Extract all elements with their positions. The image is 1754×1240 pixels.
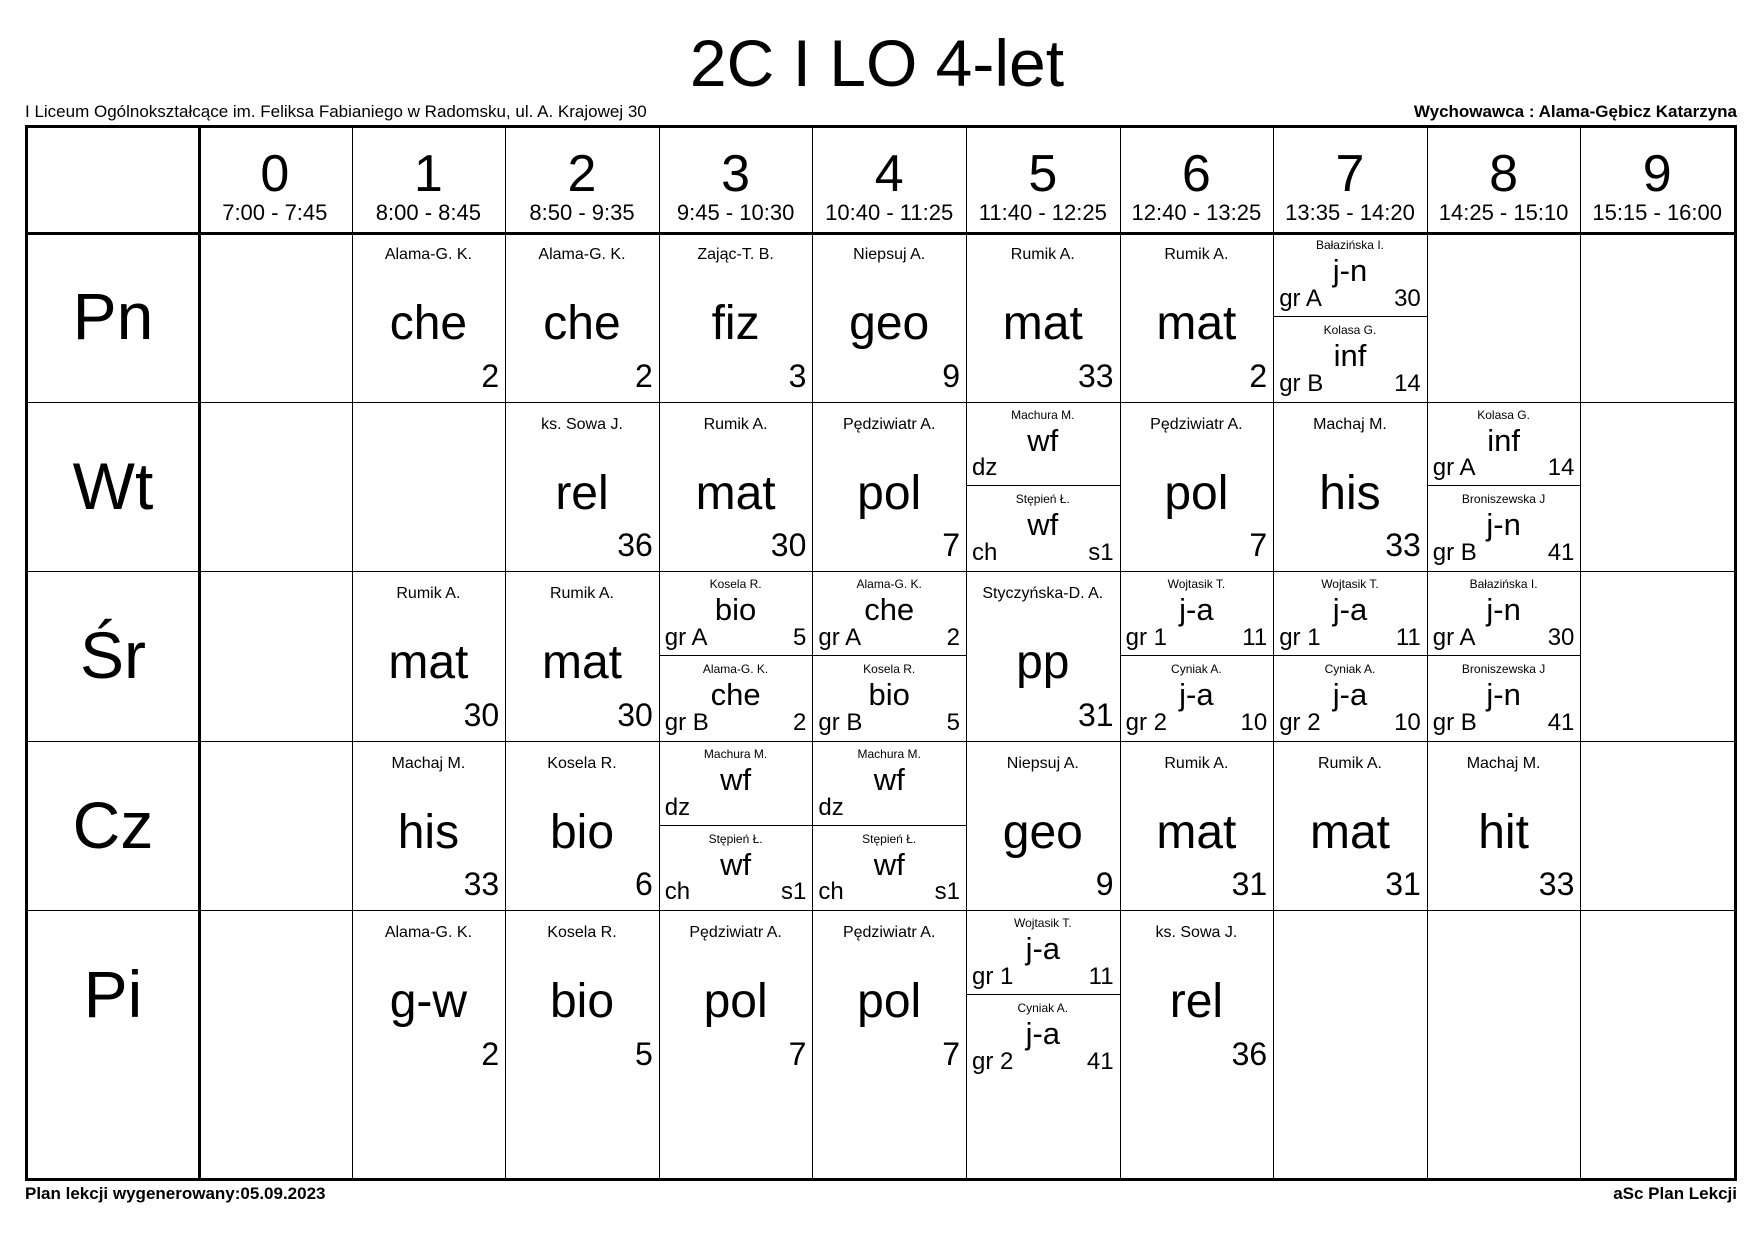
lesson-cell[interactable]	[1120, 232, 1274, 402]
lesson-teacher: Niepsuj A.	[853, 246, 926, 263]
lesson-room: 7	[942, 1035, 960, 1072]
lesson-teacher: Bałazińska I.	[1469, 577, 1538, 592]
lesson-group: dz	[818, 793, 844, 821]
day-label: Wt	[72, 448, 154, 523]
day-label: Pn	[72, 279, 154, 353]
lesson-room: s1	[1088, 539, 1114, 567]
lesson-teacher: Pędziwiatr A.	[689, 924, 782, 942]
lesson-group: dz	[972, 454, 998, 482]
timetable-grid	[25, 125, 1737, 1181]
lesson-group: gr 2	[972, 1047, 1014, 1075]
lesson-teacher: Kosela R.	[547, 754, 617, 772]
lesson-cell-group[interactable]	[1273, 571, 1427, 656]
lesson-room: 9	[1095, 866, 1114, 903]
lesson-room: 5	[793, 623, 807, 651]
lesson-teacher: Stępień Ł.	[862, 831, 917, 846]
lesson-cell[interactable]	[1120, 741, 1274, 911]
lesson-room: 30	[1547, 623, 1575, 651]
lesson-room: 31	[1385, 866, 1421, 903]
lesson-subject: his	[397, 805, 460, 859]
lesson-group: gr 1	[972, 963, 1014, 991]
lesson-cell[interactable]	[966, 571, 1120, 741]
lesson-group: gr B	[1279, 369, 1324, 397]
lesson-cell[interactable]	[352, 741, 506, 911]
lesson-cell[interactable]	[659, 910, 813, 1080]
lesson-room: 30	[617, 696, 653, 733]
lesson-subject: wf	[720, 761, 752, 797]
lesson-subject: j-n	[1332, 253, 1368, 288]
period-number: 4	[874, 145, 904, 203]
lesson-room: 31	[1231, 866, 1268, 903]
period-header	[505, 128, 659, 232]
lesson-subject: j-a	[1179, 677, 1214, 712]
period-number: 5	[1028, 145, 1058, 203]
lesson-subject: hit	[1478, 805, 1529, 859]
app-name: aSc Plan Lekcji	[1613, 1184, 1737, 1203]
lesson-group: gr A	[1432, 454, 1476, 482]
lesson-room: 5	[946, 708, 960, 736]
period-header	[1427, 128, 1581, 232]
lesson-room: 14	[1547, 454, 1575, 482]
lesson-teacher: Niepsuj A.	[1006, 754, 1079, 772]
lesson-group: gr A	[818, 623, 862, 651]
period-number: 2	[567, 145, 597, 203]
lesson-subject: mat	[1002, 297, 1083, 350]
lesson-teacher: Rumik A.	[396, 585, 461, 603]
day-label: Pi	[83, 957, 143, 1032]
lesson-teacher: ks. Sowa J.	[541, 415, 623, 433]
lesson-subject: g-w	[389, 975, 468, 1029]
period-time: 10:40 - 11:25	[825, 200, 954, 225]
lesson-subject: rel	[555, 466, 609, 520]
lesson-teacher: Kosela R.	[547, 924, 617, 942]
lesson-cell-group[interactable]	[1273, 317, 1427, 402]
lesson-group: ch	[664, 878, 691, 906]
lesson-teacher: ks. Sowa J.	[1155, 924, 1238, 942]
lesson-subject: j-a	[1332, 592, 1368, 628]
lesson-cell-group[interactable]	[812, 571, 966, 656]
lesson-cell[interactable]	[659, 402, 813, 572]
lesson-cell[interactable]	[1273, 402, 1427, 572]
lesson-subject: wf	[1027, 422, 1059, 458]
lesson-cell-group[interactable]	[659, 741, 813, 826]
lesson-subject: inf	[1487, 422, 1520, 458]
lesson-teacher: Machura M.	[857, 746, 921, 761]
lesson-teacher: Alama-G. K.	[384, 246, 472, 263]
period-number: 9	[1642, 145, 1672, 203]
lesson-teacher: Rumik A.	[703, 415, 768, 433]
lesson-room: 41	[1086, 1047, 1114, 1075]
lesson-cell[interactable]	[659, 232, 813, 402]
period-header	[352, 128, 506, 232]
generated-date: Plan lekcji wygenerowany:05.09.2023	[25, 1184, 326, 1203]
lesson-teacher: Pędziwiatr A.	[842, 415, 936, 433]
class-teacher: Wychowawca : Alama-Gębicz Katarzyna	[1413, 102, 1737, 121]
lesson-teacher: Machaj M.	[1313, 415, 1387, 433]
page-title: 2C I LO 4-let	[689, 26, 1065, 100]
lesson-room: 33	[1385, 527, 1421, 564]
lesson-subject: bio	[549, 805, 615, 859]
lesson-cell[interactable]	[1120, 910, 1274, 1080]
lesson-cell[interactable]	[966, 741, 1120, 911]
lesson-cell-group[interactable]	[1120, 571, 1274, 656]
lesson-teacher: Alama-G. K.	[384, 924, 472, 942]
lesson-teacher: Rumik A.	[1164, 754, 1229, 772]
lesson-teacher: Cyniak A.	[1171, 662, 1222, 676]
lesson-cell[interactable]	[812, 402, 966, 572]
period-time: 15:15 - 16:00	[1592, 200, 1723, 225]
lesson-teacher: Zając-T. B.	[697, 246, 774, 263]
lesson-room: 7	[942, 527, 960, 564]
lesson-group: gr A	[1432, 623, 1476, 651]
lesson-group: gr A	[1279, 284, 1322, 312]
lesson-room: 30	[770, 527, 807, 564]
lesson-teacher: Machaj M.	[1466, 754, 1541, 772]
lesson-room: 10	[1240, 708, 1268, 736]
lesson-room: 33	[1538, 866, 1575, 903]
lesson-room: 33	[463, 866, 500, 903]
period-time: 12:40 - 13:25	[1131, 200, 1262, 225]
lesson-room: 11	[1242, 623, 1268, 651]
day-label: Cz	[72, 787, 154, 862]
lesson-room: 30	[463, 696, 500, 733]
lesson-subject: j-a	[1025, 1016, 1061, 1052]
lesson-subject: j-a	[1025, 931, 1061, 967]
lesson-room: 7	[788, 1035, 807, 1072]
lesson-subject: mat	[541, 636, 622, 690]
lesson-cell-group[interactable]	[1427, 571, 1581, 656]
period-header	[812, 128, 966, 232]
lesson-subject: j-a	[1179, 592, 1214, 628]
lesson-teacher: Rumik A.	[1317, 754, 1382, 772]
period-header	[198, 128, 352, 232]
lesson-subject: j-n	[1486, 507, 1521, 543]
lesson-teacher: Pędziwiatr A.	[1150, 415, 1243, 433]
lesson-teacher: Broniszewska J	[1461, 662, 1546, 676]
lesson-teacher: Kosela R.	[863, 662, 916, 676]
lesson-teacher: Pędziwiatr A.	[842, 924, 936, 942]
lesson-subject: j-n	[1486, 592, 1521, 628]
lesson-subject: pp	[1016, 636, 1070, 690]
lesson-room: 3	[788, 357, 807, 394]
lesson-room: 10	[1394, 708, 1421, 736]
lesson-subject: his	[1319, 466, 1381, 520]
lesson-room: 2	[481, 1035, 500, 1072]
lesson-subject: bio	[868, 677, 910, 712]
lesson-subject: wf	[873, 846, 905, 882]
lesson-subject: inf	[1333, 337, 1367, 373]
lesson-cell-group[interactable]	[812, 656, 966, 741]
lesson-group: ch	[818, 878, 844, 906]
lesson-teacher: Rumik A.	[549, 585, 614, 603]
lesson-cell[interactable]	[352, 232, 506, 402]
lesson-subject: wf	[873, 761, 905, 797]
lesson-cell-group[interactable]	[1427, 402, 1581, 487]
lesson-group: dz	[664, 793, 691, 821]
period-number: 6	[1181, 145, 1211, 203]
period-header	[659, 128, 813, 232]
lesson-subject: fiz	[711, 297, 760, 350]
period-number: 7	[1335, 145, 1365, 203]
day-label: Śr	[80, 618, 146, 693]
lesson-room: 2	[481, 357, 500, 394]
lesson-teacher: Machaj M.	[391, 754, 466, 772]
lesson-subject: rel	[1169, 975, 1224, 1029]
lesson-subject: geo	[849, 297, 930, 350]
lesson-room: 30	[1394, 284, 1421, 312]
lesson-cell[interactable]	[1427, 741, 1581, 911]
lesson-room: 9	[942, 357, 960, 394]
lesson-room: 11	[1088, 963, 1114, 991]
lesson-cell-group[interactable]	[966, 995, 1120, 1080]
lesson-group: gr B	[664, 708, 709, 736]
lesson-teacher: Stępień Ł.	[708, 831, 763, 846]
lesson-room: 41	[1547, 539, 1575, 567]
lesson-subject: j-a	[1332, 677, 1368, 712]
period-header	[1580, 128, 1734, 232]
lesson-teacher: Alama-G. K.	[702, 662, 769, 676]
lesson-group: gr 2	[1279, 708, 1321, 736]
lesson-room: 2	[793, 708, 807, 736]
lesson-cell[interactable]	[812, 910, 966, 1080]
lesson-cell-group[interactable]	[1273, 656, 1427, 741]
lesson-teacher: Bałazińska I.	[1315, 238, 1384, 252]
lesson-cell-group[interactable]	[1120, 656, 1274, 741]
lesson-cell[interactable]	[352, 571, 506, 741]
lesson-teacher: Cyniak A.	[1324, 662, 1376, 676]
lesson-subject: wf	[720, 846, 752, 882]
lesson-teacher: Kosela R.	[709, 577, 762, 592]
lesson-group: gr B	[818, 708, 863, 736]
column-divider	[1580, 128, 1581, 1178]
lesson-room: s1	[781, 878, 807, 906]
lesson-subject: bio	[714, 592, 757, 628]
lesson-room: s1	[934, 878, 960, 906]
lesson-group: gr 1	[1279, 623, 1321, 651]
lesson-group: gr A	[664, 623, 708, 651]
column-divider	[198, 128, 201, 1178]
lesson-teacher: Alama-G. K.	[538, 246, 626, 263]
lesson-group: gr B	[1432, 708, 1477, 736]
lesson-room: 5	[634, 1035, 653, 1072]
lesson-teacher: Kolasa G.	[1477, 407, 1530, 422]
lesson-cell-group[interactable]	[659, 571, 813, 656]
school-name: I Liceum Ogólnokształcące im. Feliksa Fabianiego w Radomsku, ul. A. Krajowej 30	[25, 102, 647, 121]
period-time: 8:50 - 9:35	[529, 200, 635, 225]
lesson-teacher: Cyniak A.	[1017, 1001, 1069, 1016]
lesson-room: 36	[617, 527, 653, 564]
lesson-subject: mat	[1156, 805, 1237, 859]
lesson-teacher: Styczyńska-D. A.	[982, 585, 1104, 603]
lesson-cell-group[interactable]	[1273, 232, 1427, 317]
lesson-teacher: Broniszewska J	[1461, 492, 1546, 507]
lesson-cell[interactable]	[1120, 402, 1274, 572]
lesson-cell-group[interactable]	[812, 826, 966, 911]
lesson-cell[interactable]	[1273, 741, 1427, 911]
lesson-subject: j-n	[1486, 677, 1521, 712]
period-header	[1273, 128, 1427, 232]
lesson-subject: pol	[857, 466, 922, 520]
lesson-room: 11	[1395, 623, 1421, 651]
lesson-room: 2	[1249, 357, 1268, 394]
lesson-subject: pol	[1164, 466, 1229, 520]
lesson-group: gr 2	[1125, 708, 1167, 736]
lesson-teacher: Rumik A.	[1010, 246, 1075, 263]
lesson-subject: che	[543, 297, 621, 350]
lesson-subject: che	[389, 297, 468, 350]
lesson-room: 2	[634, 357, 653, 394]
lesson-subject: pol	[857, 975, 922, 1029]
lesson-cell[interactable]	[505, 402, 659, 572]
lesson-cell-group[interactable]	[812, 741, 966, 826]
period-time: 14:25 - 15:10	[1438, 200, 1569, 225]
lesson-subject: geo	[1002, 805, 1083, 859]
period-time: 13:35 - 14:20	[1285, 200, 1415, 225]
period-time: 9:45 - 10:30	[676, 200, 795, 225]
period-number: 3	[721, 145, 751, 203]
lesson-teacher: Machura M.	[1011, 407, 1075, 422]
period-header	[1120, 128, 1274, 232]
lesson-subject: che	[710, 677, 761, 712]
lesson-cell-group[interactable]	[659, 656, 813, 741]
lesson-cell-group[interactable]	[1427, 656, 1581, 741]
lesson-teacher: Kolasa G.	[1323, 322, 1377, 337]
lesson-cell[interactable]	[812, 232, 966, 402]
lesson-teacher: Stępień Ł.	[1015, 492, 1070, 507]
lesson-cell[interactable]	[966, 232, 1120, 402]
lesson-teacher: Rumik A.	[1164, 246, 1229, 263]
lesson-cell[interactable]	[505, 910, 659, 1080]
lesson-subject: mat	[388, 636, 469, 690]
lesson-teacher: Wojtasik T.	[1167, 577, 1226, 592]
lesson-subject: wf	[1027, 507, 1059, 543]
lesson-teacher: Machura M.	[703, 746, 768, 761]
lesson-subject: mat	[1309, 805, 1390, 859]
period-number: 1	[413, 145, 443, 203]
lesson-group: gr 1	[1125, 623, 1167, 651]
lesson-cell-group[interactable]	[659, 826, 813, 911]
lesson-subject: che	[864, 592, 915, 628]
lesson-group: gr B	[1432, 539, 1477, 567]
lesson-cell[interactable]	[505, 232, 659, 402]
lesson-cell[interactable]	[505, 571, 659, 741]
lesson-group: ch	[972, 539, 998, 567]
lesson-room: 36	[1231, 1035, 1268, 1072]
lesson-cell[interactable]	[352, 910, 506, 1080]
lesson-teacher: Alama-G. K.	[856, 577, 922, 592]
lesson-teacher: Wojtasik T.	[1321, 577, 1379, 592]
lesson-room: 14	[1394, 369, 1421, 397]
lesson-room: 6	[634, 866, 653, 903]
lesson-teacher: Wojtasik T.	[1014, 916, 1072, 931]
lesson-room: 31	[1078, 696, 1114, 733]
period-time: 8:00 - 8:45	[375, 200, 481, 225]
lesson-subject: bio	[549, 975, 615, 1029]
lesson-cell-group[interactable]	[966, 402, 1120, 487]
lesson-room: 33	[1078, 357, 1114, 394]
period-time: 7:00 - 7:45	[222, 200, 328, 225]
period-header	[966, 128, 1120, 232]
lesson-room: 2	[946, 623, 960, 651]
lesson-cell-group[interactable]	[1427, 486, 1581, 571]
lesson-cell-group[interactable]	[966, 486, 1120, 571]
lesson-subject: pol	[703, 975, 768, 1029]
lesson-subject: mat	[1156, 297, 1237, 350]
lesson-room: 7	[1249, 527, 1268, 564]
period-number: 0	[260, 145, 290, 203]
lesson-subject: mat	[695, 466, 776, 520]
period-number: 8	[1489, 145, 1519, 203]
period-time: 11:40 - 12:25	[978, 200, 1107, 225]
lesson-room: 41	[1547, 708, 1575, 736]
lesson-cell[interactable]	[505, 741, 659, 911]
lesson-cell-group[interactable]	[966, 910, 1120, 995]
